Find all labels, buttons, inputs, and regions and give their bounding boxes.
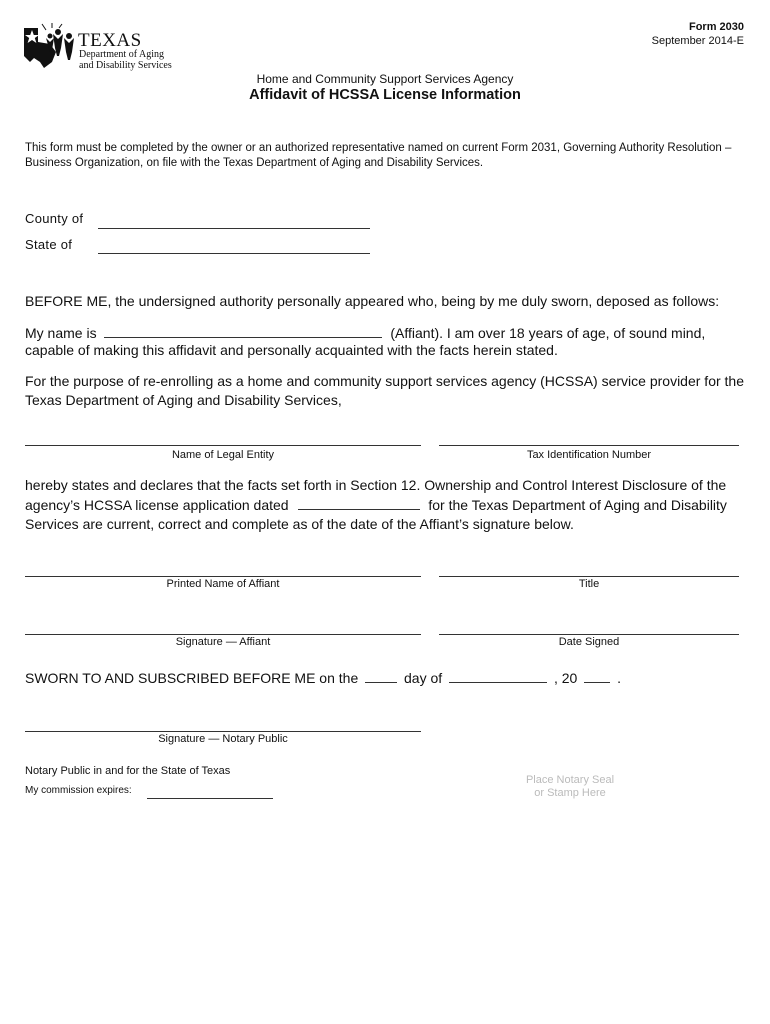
affiant-signature-label: Signature — Affiant <box>175 636 271 648</box>
purpose-line2: Texas Department of Aging and Disability Services, <box>25 392 342 408</box>
county-label: County of <box>25 211 84 226</box>
printed-name-label: Printed Name of Affiant <box>166 578 280 590</box>
printed-name-field[interactable] <box>25 576 421 577</box>
form-number: Form 2030 <box>688 21 744 33</box>
before-me-text: BEFORE ME, the undersigned authority personally appeared who, being by me duly sworn, deposed as follows: <box>25 293 720 309</box>
state-label: State of <box>25 237 73 252</box>
sworn-month-field[interactable] <box>449 668 547 683</box>
sworn-part2: day of <box>404 670 443 686</box>
hereby-line3: Services are current, correct and complete as of the date of the Affiant’s signature below. <box>25 516 574 532</box>
county-field[interactable] <box>98 228 370 229</box>
page-title: Affidavit of HCSSA License Information <box>249 87 521 103</box>
logo-texas-text: TEXAS <box>78 30 142 51</box>
notary-public-text: Notary Public in and for the State of Texas <box>25 765 231 777</box>
sworn-line <box>25 668 621 686</box>
hereby-line2a: agency’s HCSSA license application dated <box>25 497 289 513</box>
tax-id-field[interactable] <box>439 445 739 446</box>
hereby-line1: hereby states and declares that the facts set forth in Section 12. Ownership and Control Interest Disclosure of the <box>25 477 727 493</box>
my-name-label: My name is <box>25 325 97 341</box>
date-signed-field[interactable] <box>439 634 739 635</box>
my-name-line <box>25 323 705 343</box>
legal-entity-label: Name of Legal Entity <box>171 449 275 461</box>
intro-line2: Business Organization, on file with the Texas Department of Aging and Disability Services. <box>25 157 484 169</box>
notary-signature-label: Signature — Notary Public <box>158 733 288 745</box>
texas-logo-icon <box>22 22 82 72</box>
agency-name: Home and Community Support Services Agency <box>256 72 514 86</box>
sworn-part3: , 20 <box>553 670 578 686</box>
sworn-year-field[interactable] <box>584 668 610 683</box>
state-field[interactable] <box>98 253 370 254</box>
purpose-text <box>25 372 750 410</box>
intro-line1: This form must be completed by the owner or an authorized representative named on current Form 2031, Governing Authority Resolution – <box>25 142 732 154</box>
capable-text: capable of making this affidavit and personally acquainted with the facts herein stated. <box>25 342 558 358</box>
hereby-text <box>25 476 755 534</box>
form-date: September 2014-E <box>651 35 744 47</box>
notary-seal-placeholder <box>500 774 640 800</box>
legal-entity-field[interactable] <box>25 445 421 446</box>
hereby-line2 <box>25 495 755 515</box>
affiant-signature-field[interactable] <box>25 634 421 635</box>
hereby-line2b: for the Texas Department of Aging and Disability <box>428 497 727 513</box>
tax-id-label: Tax Identification Number <box>526 449 652 461</box>
sworn-day-field[interactable] <box>365 668 397 683</box>
intro-text <box>25 141 745 171</box>
notary-signature-field[interactable] <box>25 731 421 732</box>
date-signed-label: Date Signed <box>558 636 620 648</box>
affiant-name-field[interactable] <box>104 323 382 338</box>
application-date-field[interactable] <box>298 495 420 510</box>
logo-dept-line1: Department of Aging <box>79 49 164 60</box>
sworn-part4: . <box>617 670 621 686</box>
title-label: Title <box>578 578 600 590</box>
commission-label: My commission expires: <box>25 785 132 796</box>
affiant-rest-text: (Affiant). I am over 18 years of age, of sound mind, <box>390 325 706 341</box>
commission-expires-field[interactable] <box>147 798 273 799</box>
sworn-part1: SWORN TO AND SUBSCRIBED BEFORE ME on the <box>25 670 359 686</box>
purpose-line1: For the purpose of re-enrolling as a home and community support services agency (HCSSA) service provider for the <box>25 373 744 389</box>
logo-department-text <box>79 49 172 71</box>
seal-line1: Place Notary Seal <box>525 774 615 786</box>
title-field[interactable] <box>439 576 739 577</box>
logo-dept-line2: and Disability Services <box>79 60 172 71</box>
seal-line2: or Stamp Here <box>534 787 606 799</box>
